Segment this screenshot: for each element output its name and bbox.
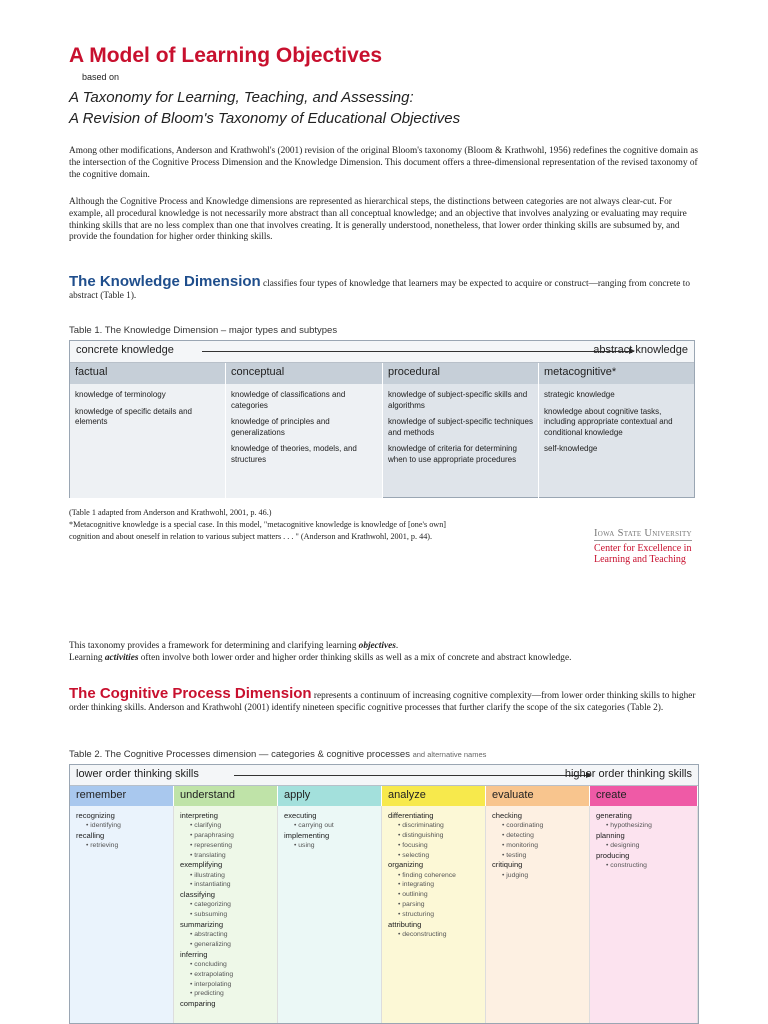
cognitive-heading: The Cognitive Process Dimension — [69, 685, 312, 702]
col-understand: understand — [174, 786, 278, 806]
alternative-name: • testing — [492, 851, 583, 861]
col-metacognitive: metacognitive* — [544, 366, 617, 378]
book-title-line2: A Revision of Bloom's Taxonomy of Educational Objectives — [69, 110, 461, 127]
process-verb: exemplifying — [180, 860, 223, 870]
process-verb: critiquing — [492, 860, 523, 870]
process-verb: interpreting — [180, 811, 218, 820]
alternative-name: • interpolating — [180, 980, 271, 990]
lower-order-label: lower order thinking skills — [76, 768, 199, 780]
list-item: knowledge of principles and generalizations — [231, 417, 330, 437]
alternative-name: • designing — [596, 841, 691, 851]
alternative-name: • retrieving — [76, 841, 167, 851]
evaluate-cell — [486, 806, 590, 1024]
alternative-name: • carrying out — [284, 821, 375, 831]
cognitive-intro — [69, 685, 701, 715]
alternative-name: • hypothesizing — [596, 821, 691, 831]
cognitive-table — [69, 764, 699, 1024]
metacognitive-cell — [539, 384, 694, 498]
framework-l2c: often involve both lower order and higher order thinking skills as well as a mix of concrete and abstract knowledge. — [138, 652, 572, 663]
concrete-label: concrete knowledge — [76, 344, 174, 356]
abstract-label: abstract knowledge — [593, 344, 688, 356]
process-verb: recognizing — [76, 811, 115, 820]
create-cell — [590, 806, 698, 1024]
process-verb: classifying — [180, 890, 216, 900]
col-evaluate: evaluate — [486, 786, 590, 806]
process-verb: executing — [284, 811, 317, 820]
process-verb: generating — [596, 811, 632, 820]
based-on-label: based on — [82, 72, 120, 82]
isu-center-line2: Learning and Teaching — [594, 554, 686, 565]
alternative-name: • clarifying — [180, 821, 271, 831]
alternative-name: • representing — [180, 841, 271, 851]
page-title: A Model of Learning Objectives — [69, 44, 383, 67]
alternative-name: • outlining — [388, 890, 479, 900]
analyze-cell — [382, 806, 486, 1024]
alternative-name: • identifying — [76, 821, 167, 831]
process-verb: comparing — [180, 999, 216, 1009]
cognitive-body — [70, 806, 698, 1024]
list-item: knowledge of subject-specific techniques and methods — [388, 417, 533, 437]
framework-l2a: Learning — [69, 652, 105, 663]
alternative-name: • focusing — [388, 841, 479, 851]
alternative-name: • selecting — [388, 851, 479, 861]
alternative-name: • deconstructing — [388, 930, 479, 940]
framework-line2 — [69, 653, 701, 665]
alternative-name: • paraphrasing — [180, 831, 271, 841]
col-remember: remember — [70, 786, 174, 806]
understand-cell — [174, 806, 278, 1024]
alternative-name: • parsing — [388, 900, 479, 910]
alternative-name: • instantiating — [180, 880, 271, 890]
process-verb: attributing — [388, 919, 422, 929]
col-conceptual: conceptual — [226, 363, 383, 384]
process-verb: differentiating — [388, 811, 434, 820]
alternative-name: • structuring — [388, 910, 479, 920]
knowledge-intro — [69, 273, 701, 303]
remember-cell — [70, 806, 174, 1024]
factual-cell — [70, 384, 226, 498]
arrow-right-icon — [234, 775, 591, 776]
process-verb: planning — [596, 831, 625, 840]
knowledge-columns — [70, 363, 694, 384]
process-verb: inferring — [180, 949, 208, 959]
process-verb: recalling — [76, 831, 105, 840]
activities-emphasis: activities — [104, 652, 139, 663]
framework-l1a: This taxonomy provides a framework for determining and clarifying learning — [69, 641, 359, 651]
alternative-name: • monitoring — [492, 841, 583, 851]
alternative-name: • detecting — [492, 831, 583, 841]
cognitive-continuum — [70, 765, 698, 786]
list-item: strategic knowledge — [544, 390, 615, 399]
col-factual: factual — [70, 363, 226, 384]
alternative-name: • subsuming — [180, 910, 271, 920]
metacognitive-note-cont: cognition and about oneself in relation to various subject matters . . . " (Anderson and Krathwohl, 2001, p. 44). — [69, 532, 433, 541]
knowledge-table — [69, 340, 695, 498]
table1-caption: Table 1. The Knowledge Dimension – major types and subtypes — [69, 325, 338, 336]
col-apply: apply — [278, 786, 382, 806]
col-create: create — [590, 786, 698, 806]
alternative-name: • generalizing — [180, 940, 271, 950]
list-item: self-knowledge — [544, 444, 598, 453]
process-verb: checking — [492, 811, 522, 820]
apply-cell — [278, 806, 382, 1024]
alternative-name: • coordinating — [492, 821, 583, 831]
objectives-emphasis: objectives — [358, 641, 396, 651]
framework-line1 — [69, 641, 701, 653]
alternative-name: • concluding — [180, 960, 271, 970]
list-item: knowledge of criteria for determining when to use appropriate procedures — [388, 444, 517, 464]
table2-caption-main: Table 2. The Cognitive Processes dimension — categories & cognitive processes — [69, 749, 410, 760]
alternative-name: • finding coherence — [388, 871, 479, 881]
knowledge-continuum — [70, 341, 694, 363]
table2-caption-small: and alternative names — [412, 750, 487, 759]
list-item: knowledge of classifications and categories — [231, 390, 346, 410]
table1-notes — [69, 507, 446, 543]
isu-center-line1: Center for Excellence in — [594, 543, 692, 554]
list-item: knowledge about cognitive tasks, including appropriate contextual and conditional knowledge — [544, 406, 673, 437]
list-item: knowledge of subject-specific skills and algorithms — [388, 390, 528, 410]
alternative-name: • categorizing — [180, 900, 271, 910]
knowledge-text: classifies four types of knowledge that learners may be expected to acquire or construct—ranging from concrete to abstract (Table 1). — [69, 279, 690, 301]
higher-order-label: higher order thinking skills — [564, 768, 692, 780]
conceptual-cell — [226, 384, 383, 498]
procedural-cell — [383, 384, 539, 498]
process-verb: organizing — [388, 860, 424, 870]
framework-text — [69, 641, 701, 665]
book-title-line1: A Taxonomy for Learning, Teaching, and Assessing: — [69, 89, 414, 106]
cognitive-columns — [70, 786, 698, 806]
adaptation-note: (Table 1 adapted from Anderson and Krathwohl, 2001, p. 46.) — [69, 508, 272, 517]
alternative-name: • discriminating — [388, 821, 479, 831]
alternative-name: • distinguishing — [388, 831, 479, 841]
alternative-name: • using — [284, 841, 375, 851]
alternative-name: • illustrating — [180, 871, 271, 881]
process-verb: summarizing — [180, 919, 224, 929]
metacognitive-note: *Metacognitive knowledge is a special case. In this model, "metacognitive knowledge is knowledge of [one's own] — [69, 520, 447, 529]
alternative-name: • translating — [180, 851, 271, 861]
knowledge-heading: The Knowledge Dimension — [69, 273, 261, 290]
process-verb: producing — [596, 851, 630, 860]
list-item: knowledge of theories, models, and structures — [231, 444, 357, 464]
col-procedural: procedural — [383, 363, 539, 384]
col-analyze: analyze — [382, 786, 486, 806]
clarification-paragraph: Although the Cognitive Process and Knowledge dimensions are represented as hierarchical steps, the distinctions between categories are not always clear-cut. For example, all procedural knowledge is not necessarily more abstract than all conceptual knowledge; and an objective that involves analyzing or evaluating may require thinking skills that are no less complex than one that involves creating. It is generally understood, nonetheless, that lower order thinking skills are subsumed by, and provide the foundation for higher order thinking skills. — [69, 197, 687, 243]
process-verb: implementing — [284, 831, 330, 840]
alternative-name: • predicting — [180, 989, 271, 999]
list-item: knowledge of terminology — [75, 390, 166, 399]
framework-l1c: . — [395, 641, 399, 651]
alternative-name: • judging — [492, 871, 583, 881]
intro-paragraph: Among other modifications, Anderson and Krathwohl's (2001) revision of the original Bloom's taxonomy (Bloom & Krathwohl, 1956) redefines the cognitive domain as the intersection of the Cognitive Process Dimension and the Knowledge Dimension. This document offers a three-dimensional representation of the revised taxonomy of the cognitive domain. — [69, 146, 698, 180]
alternative-name: • extrapolating — [180, 970, 271, 980]
alternative-name: • abstracting — [180, 930, 271, 940]
arrow-right-icon — [202, 351, 634, 352]
alternative-name: • integrating — [388, 880, 479, 890]
table2-caption — [69, 749, 486, 760]
knowledge-body — [70, 384, 694, 498]
isu-logo — [594, 528, 692, 565]
isu-wordmark: Iowa State University — [594, 528, 692, 539]
alternative-name: • constructing — [596, 861, 691, 871]
list-item: knowledge of specific details and elements — [75, 406, 192, 426]
cognitive-text: represents a continuum of increasing cognitive complexity—from lower order thinking skills to higher order thinking skills. Anderson and Krathwohl (2001) identify nineteen specific cognitive processes that further clarify the scope of the six categories (Table 2). — [69, 691, 696, 713]
